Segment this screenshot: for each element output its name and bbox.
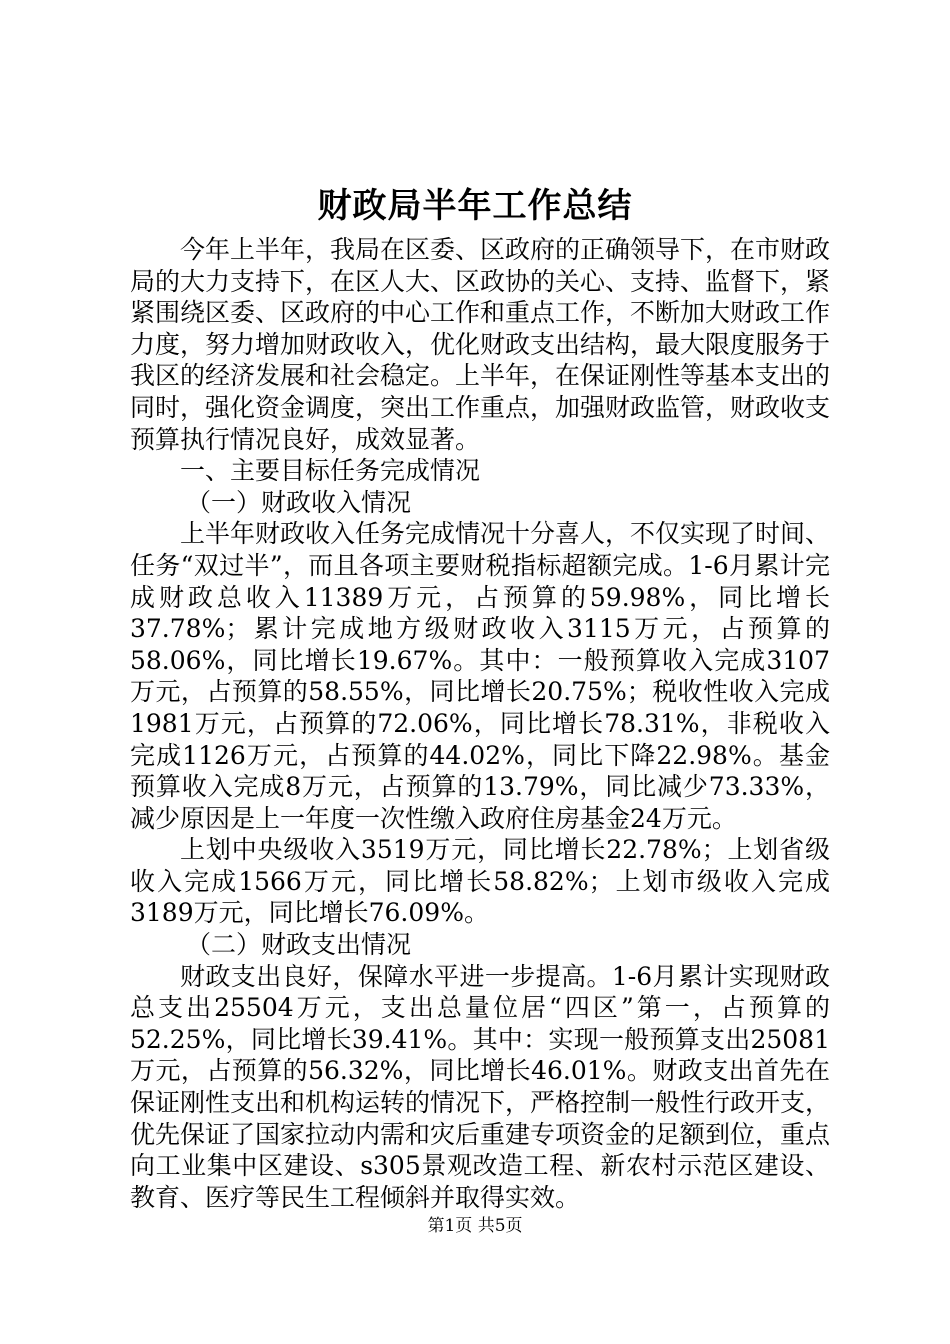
revenue-paragraph: 上半年财政收入任务完成情况十分喜人，不仅实现了时间、任务“双过半”，而且各项主要财税指标超额完成。1-6月累计完成财政总收入11389万元，占预算的59.98%，同比增长37.78%；累计完成地方级财政收入3115万元，占预算的58.06%，同比增长19.67%。其中：一般预算收入完成3107万元，占预算的58.55%，同比增长20.75%；税收性收入完成1981万元，占预算的72.06%，同比增长78.31%，非税收入完成1126万元，占预算的44.02%，同比下降22.98%。基金预算收入完成8万元，占预算的13.79%，同比减少73.33%，减少原因是上一年度一次性缴入政府住房基金24万元。 (130, 519, 831, 833)
document-title: 财政局半年工作总结 (317, 186, 633, 226)
transfer-revenue-paragraph: 上划中央级收入3519万元，同比增长22.78%；上划省级收入完成1566万元，同比增长58.82%；上划市级收入完成3189万元，同比增长76.09%。 (130, 835, 830, 928)
section-heading-main-targets: 一、主要目标任务完成情况 (180, 456, 481, 486)
intro-paragraph: 今年上半年，我局在区委、区政府的正确领导下，在市财政局的大力支持下，在区人大、区政协的关心、支持、监督下，紧紧围绕区委、区政府的中心工作和重点工作，不断加大财政工作力度，努力增加财政收入，优化财政支出结构，最大限度服务于我区的经济发展和社会稳定。上半年，在保证刚性等基本支出的同时，强化资金调度，突出工作重点，加强财政监管，财政收支预算执行情况良好，成效显著。 (130, 235, 831, 454)
expenditure-paragraph: 财政支出良好，保障水平进一步提高。1-6月累计实现财政总支出25504万元，支出总量位居“四区”第一，占预算的52.25%，同比增长39.41%。其中：实现一般预算支出25081万元，占预算的56.32%，同比增长46.01%。财政支出首先在保证刚性支出和机构运转的情况下，严格控制一般性行政开支，优先保证了国家拉动内需和灾后重建专项资金的足额到位，重点向工业集中区建设、s305景观改造工程、新农村示范区建设、教育、医疗等民生工程倾斜并取得实效。 (130, 961, 831, 1212)
subsection-heading-revenue: （一）财政收入情况 (186, 487, 412, 517)
page-number-footer: 第1页 共5页 (427, 1216, 523, 1236)
subsection-heading-expenditure: （二）财政支出情况 (186, 930, 412, 960)
document-body (130, 234, 830, 1213)
